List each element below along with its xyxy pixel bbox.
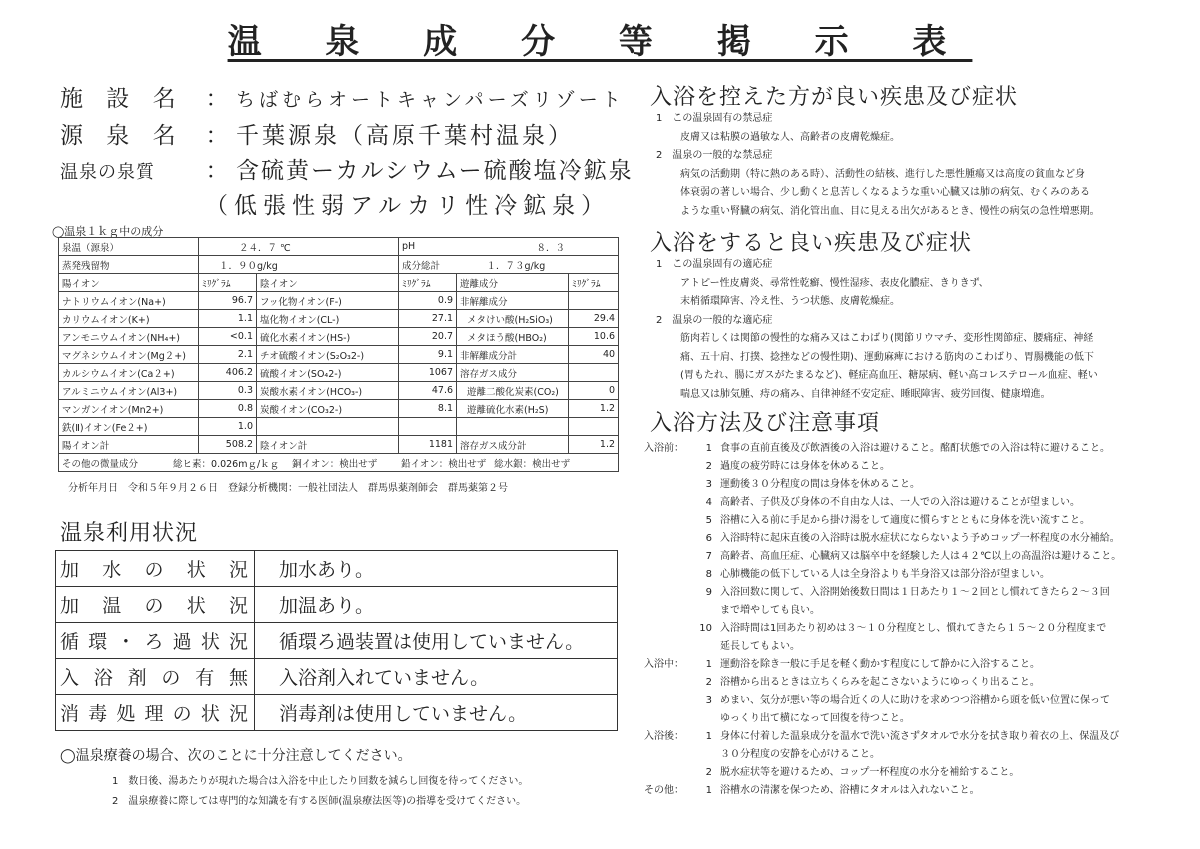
composition-table: [58, 237, 619, 472]
anion-name: 硫酸イオン(SO₄2-): [257, 364, 399, 382]
caution-category: 入浴前：: [644, 443, 684, 454]
cation-name: カルシウムイオン(Ca２+): [59, 364, 199, 382]
cation-value: 406.2: [199, 364, 257, 382]
unit-header: ﾐﾘｸﾞﾗﾑ: [569, 274, 619, 292]
therapy-item: 1 数日後、湯あたりが現れた場合は入浴を中止したり回数を減らし回復を待ってください。: [112, 776, 529, 787]
facility-name-row: [60, 80, 625, 113]
caution-text: 過度の疲労時には身体を休めること。: [720, 461, 890, 472]
other-name: 遊離硫化水素(H₂S): [457, 400, 569, 418]
caution-number: 2: [705, 461, 712, 472]
caution-number: 3: [705, 479, 712, 490]
caution-number: 1: [705, 785, 712, 796]
caution-category: [636, 638, 684, 656]
caution-category: [636, 584, 684, 602]
caution-text: 高齢者、高血圧症、心臓病又は脳卒中を経験した人は４２℃以上の高温浴は避けること。: [720, 551, 1122, 562]
usage-item-value: 消毒剤は使用していません。: [255, 695, 618, 731]
caution-row: [636, 620, 1121, 638]
cation-name: 鉄(Ⅱ)イオン(Fe２+): [59, 418, 199, 436]
composition-row: [59, 400, 619, 418]
other-name: 溶存ガス成分: [457, 364, 569, 382]
caution-row: [636, 674, 1121, 692]
list-line: 体衰弱の著しい場合、少し動くと息苦しくなるような重い心臓又は肺の病気、むくみのある: [680, 187, 1090, 198]
caution-category: [636, 548, 684, 566]
composition-row: [59, 292, 619, 310]
list-line: (胃もたれ、腸にガスがたまるなど)、軽症高血圧、糖尿病、軽い高コレステロール血症、軽い: [680, 370, 1098, 381]
caution-row: [636, 710, 1121, 728]
caution-category: [636, 494, 684, 512]
list-line: アトピー性皮膚炎、尋常性乾癬、慢性湿疹、表皮化膿症、きりきず、: [680, 277, 989, 289]
caution-number: 8: [705, 569, 712, 580]
residue-label: 蒸発残留物: [59, 256, 199, 274]
caution-number: 1: [705, 659, 712, 670]
caution-text: 浴槽水の清潔を保つため、浴槽にタオルは入れないこと。: [720, 785, 980, 796]
caution-row: [636, 746, 1121, 764]
caution-category: [636, 530, 684, 548]
list-line: 2 温泉の一般的な適応症: [656, 314, 773, 326]
cation-name: アンモニウムイオン(NH₄+): [59, 328, 199, 346]
caution-number: [684, 638, 720, 656]
composition-row: [59, 382, 619, 400]
total-label: 成分総計: [399, 256, 457, 274]
contraindication-heading: 入浴を控えた方が良い疾患及び症状: [650, 85, 1019, 110]
gas-sum-value: 1.2: [569, 436, 619, 454]
caution-number: 10: [699, 623, 712, 634]
caution-number: 6: [705, 533, 712, 544]
anion-name: チオ硫酸イオン(S₂O₃2-): [257, 346, 399, 364]
other-value: 40: [569, 346, 619, 364]
caution-number: 2: [705, 677, 712, 688]
colon: ：: [205, 123, 231, 149]
list-line: 1 この温泉固有の禁忌症: [656, 113, 773, 124]
other-value: 1.2: [569, 400, 619, 418]
anion-value: [399, 418, 457, 436]
colon: ：: [205, 158, 231, 184]
source-name-label: 源 泉 名: [60, 123, 184, 149]
caution-row: [636, 782, 1121, 800]
anion-sum-label: 陰イオン計: [257, 436, 399, 454]
other-name: 非解離成分計: [457, 346, 569, 364]
caution-row: [636, 566, 1121, 584]
caution-row: [636, 548, 1121, 566]
list-line: 喘息又は肺気腫、痔の痛み、自律神経不安定症、睡眠障害、疲労回復、健康増進。: [680, 388, 1051, 400]
caution-text: 食事の直前直後及び飲酒後の入浴は避けること。酩酊状態での入浴は特に避けること。: [720, 443, 1110, 454]
anion-value: 1067: [399, 364, 457, 382]
source-name-value: 千葉源泉（高原千葉村温泉）: [236, 123, 574, 149]
cation-value: 0.8: [199, 400, 257, 418]
caution-row: [636, 764, 1121, 782]
caution-text: 心肺機能の低下している人は全身浴よりも半身浴又は部分浴が望ましい。: [720, 569, 1050, 580]
other-value: [569, 364, 619, 382]
caution-row: [636, 458, 1121, 476]
anion-name: 塩化物イオン(CL-): [257, 310, 399, 328]
source-name-row: [60, 117, 574, 150]
trace-row: [59, 454, 619, 472]
usage-item-value: 加水あり。: [255, 551, 618, 587]
other-name: 遊離二酸化炭素(CO₂): [457, 382, 569, 400]
caution-number: 7: [705, 551, 712, 562]
trace-item: 鉛イオン：検出せず: [401, 458, 487, 470]
list-line: 病気の活動期（特に熱のある時）、活動性の結核、進行した悪性腫瘍又は高度の貧血など身: [680, 168, 1085, 180]
caution-category: 入浴中：: [644, 659, 684, 670]
spring-quality-sub: （低張性弱アルカリ性冷鉱泉）: [205, 193, 611, 219]
cation-name: ナトリウムイオン(Na+): [59, 292, 199, 310]
caution-number: 1: [705, 443, 712, 454]
unit-header: ﾐﾘｸﾞﾗﾑ: [399, 274, 457, 292]
caution-row: [636, 494, 1121, 512]
cation-value: <0.1: [199, 328, 257, 346]
caution-list: [636, 440, 1121, 800]
caution-number: [684, 710, 720, 728]
caution-category: [636, 674, 684, 692]
caution-text: めまい、気分が悪い等の場合近くの人に助けを求めつつ浴槽から頭を低い位置に保って: [720, 695, 1110, 706]
anion-name: [257, 418, 399, 436]
cation-value: 1.0: [199, 418, 257, 436]
other-name: 非解離成分: [457, 292, 569, 310]
usage-row: [56, 587, 618, 623]
cation-header: 陽イオン: [59, 274, 199, 292]
list-line: 筋肉若しくは関節の慢性的な痛み又はこわばり(関節リウマチ、変形性関節症、腰痛症、神経: [680, 333, 1094, 344]
therapy-item: 2 温泉療養に際しては専門的な知識を有する医師(温泉療法医等)の指導を受けてください。: [112, 796, 527, 807]
colon: ：: [205, 86, 231, 112]
caution-heading: 入浴方法及び注意事項: [650, 411, 881, 436]
caution-number: 1: [705, 731, 712, 742]
gas-sum-label: 溶存ガス成分計: [457, 436, 569, 454]
anion-name: 炭酸水素イオン(HCO₃-): [257, 382, 399, 400]
usage-item-value: 加温あり。: [255, 587, 618, 623]
anion-name: 炭酸イオン(CO₃2-): [257, 400, 399, 418]
list-line: ような重い腎臓の病気、消化管出血、目に見える出欠があるとき、慢性の病気の急性増悪期。: [680, 205, 1100, 217]
trace-label: その他の微量成分: [62, 458, 139, 470]
anion-value: 0.9: [399, 292, 457, 310]
usage-item-label: 加温の状況: [56, 587, 255, 623]
other-name: メタほう酸(HBO₂): [457, 328, 569, 346]
ph-label: pH: [399, 238, 457, 256]
trace-item: 総ヒ素：0.026mｇ/ｋｇ: [173, 458, 280, 470]
caution-row: [636, 638, 1121, 656]
usage-item-label: 加水の状況: [56, 551, 255, 587]
caution-text: 延長してもよい。: [720, 641, 800, 652]
contraindication-list: [648, 110, 1100, 221]
composition-row: [59, 346, 619, 364]
facility-name-label: 施 設 名: [60, 86, 184, 112]
caution-text: 浴槽から出るときは立ちくらみを起こさないようにゆっくり出ること。: [720, 677, 1040, 688]
anion-value: 20.7: [399, 328, 457, 346]
list-line: 痛、五十肩、打撲、捻挫などの慢性期)、運動麻痺における筋肉のこわばり、胃腸機能の低下: [680, 351, 1094, 363]
caution-row: [636, 728, 1121, 746]
caution-category: [636, 710, 684, 728]
caution-text: 入浴回数に関して、入浴開始後数日間は１日あたり１〜２回とし慣れてきたら２〜３回: [720, 587, 1110, 598]
anion-name: フッ化物イオン(F-): [257, 292, 399, 310]
indication-list: [648, 256, 1098, 404]
usage-item-value: 循環ろ過装置は使用していません。: [255, 623, 618, 659]
usage-table: [55, 550, 618, 731]
analysis-info: 分析年月日 令和５年９月２６日 登録分析機関：一般社団法人 群馬県薬剤師会 群馬薬第２号: [68, 483, 508, 494]
anion-value: 9.1: [399, 346, 457, 364]
usage-row: [56, 695, 618, 731]
unit-header: ﾐﾘｸﾞﾗﾑ: [199, 274, 257, 292]
caution-number: 9: [705, 587, 712, 598]
caution-row: [636, 602, 1121, 620]
anion-value: 27.1: [399, 310, 457, 328]
caution-category: [636, 512, 684, 530]
trace-item: 総水銀：検出せず: [494, 458, 571, 470]
caution-text: 運動浴を除き一般に手足を軽く動かす程度にして静かに入浴すること。: [720, 659, 1040, 670]
cation-name: マンガンイオン(Mn2+): [59, 400, 199, 418]
cation-value: 96.7: [199, 292, 257, 310]
total-value: １．７３g/kg: [457, 256, 619, 274]
caution-number: 5: [705, 515, 712, 526]
caution-category: 入浴後：: [644, 731, 684, 742]
usage-row: [56, 623, 618, 659]
other-value: 0: [569, 382, 619, 400]
cation-name: カリウムイオン(K+): [59, 310, 199, 328]
cation-value: 0.3: [199, 382, 257, 400]
caution-category: [636, 566, 684, 584]
cation-name: マグネシウムイオン(Mg２+): [59, 346, 199, 364]
indication-heading: 入浴をすると良い疾患及び症状: [650, 231, 973, 256]
caution-row: [636, 476, 1121, 494]
other-name: [457, 418, 569, 436]
caution-text: ３０分程度の安静を心がけること。: [720, 749, 880, 760]
caution-category: その他：: [644, 785, 684, 796]
ph-value: ８．３: [457, 238, 619, 256]
caution-number: 2: [705, 767, 712, 778]
caution-row: [636, 530, 1121, 548]
other-value: 10.6: [569, 328, 619, 346]
usage-item-value: 入浴剤入れていません。: [255, 659, 618, 695]
spring-quality-row: [60, 152, 634, 185]
composition-row: [59, 310, 619, 328]
caution-row: [636, 584, 1121, 602]
spring-quality-value: 含硫黄ーカルシウムー硫酸塩冷鉱泉: [236, 158, 634, 184]
spring-quality-label: 温泉の泉質: [60, 162, 155, 183]
anion-header: 陰イオン: [257, 274, 399, 292]
facility-name-value: ちばむらオートキャンパーズリゾート: [236, 89, 625, 111]
composition-row: [59, 364, 619, 382]
caution-number: 4: [705, 497, 712, 508]
anion-value: 47.6: [399, 382, 457, 400]
other-value: 29.4: [569, 310, 619, 328]
other-value: [569, 292, 619, 310]
composition-caption: ◯温泉１ｋｇ中の成分: [52, 225, 164, 238]
usage-item-label: 循環・ろ過状況: [56, 623, 255, 659]
other-value: [569, 418, 619, 436]
usage-item-label: 入浴剤の有無: [56, 659, 255, 695]
caution-category: [636, 746, 684, 764]
page-title: 温 泉 成 分 等 掲 示 表: [227, 22, 973, 62]
usage-item-label: 消毒処理の状況: [56, 695, 255, 731]
caution-text: 高齢者、子供及び身体の不自由な人は、一人での入浴は避けることが望ましい。: [720, 497, 1080, 508]
cation-sum-value: 508.2: [199, 436, 257, 454]
caution-row: [636, 692, 1121, 710]
list-line: 末梢循環障害、冷え性、うつ状態、皮膚乾燥症。: [680, 296, 900, 307]
caution-text: 入浴時特に起床直後の入浴時は脱水症状にならないよう予めコップ一杯程度の水分補給。: [720, 533, 1120, 544]
composition-row: [59, 328, 619, 346]
caution-category: [636, 476, 684, 494]
temp-label: 泉温（源泉）: [59, 238, 199, 256]
caution-row: [636, 440, 1121, 458]
caution-category: [636, 620, 684, 638]
anion-name: 硫化水素イオン(HS-): [257, 328, 399, 346]
caution-text: まで増やしても良い。: [720, 605, 820, 616]
cation-value: 1.1: [199, 310, 257, 328]
caution-text: 浴槽に入る前に手足から掛け湯をして適度に慣らすとともに身体を洗い流すこと。: [720, 515, 1090, 526]
anion-sum-value: 1181: [399, 436, 457, 454]
usage-row: [56, 659, 618, 695]
cation-name: アルミニウムイオン(Al3+): [59, 382, 199, 400]
caution-number: [684, 602, 720, 620]
caution-text: ゆっくり出て横になって回復を待つこと。: [720, 713, 910, 724]
list-line: 2 温泉の一般的な禁忌症: [656, 150, 773, 161]
therapy-heading: ◯温泉療養の場合、次のことに十分注意してください。: [60, 748, 412, 764]
list-line: 1 この温泉固有の適応症: [656, 259, 773, 270]
caution-row: [636, 656, 1121, 674]
other-header: 遊離成分: [457, 274, 569, 292]
caution-category: [636, 602, 684, 620]
composition-row: [59, 418, 619, 436]
caution-category: [636, 458, 684, 476]
list-line: 皮膚又は粘膜の過敏な人、高齢者の皮膚乾燥症。: [680, 131, 900, 143]
caution-number: 3: [705, 695, 712, 706]
cation-sum-label: 陽イオン計: [59, 436, 199, 454]
usage-heading: 温泉利用状況: [60, 521, 199, 546]
temp-value: ２４．７ ℃: [199, 238, 399, 256]
caution-text: 運動後３０分程度の間は身体を休めること。: [720, 479, 920, 490]
residue-value: １．９０g/kg: [199, 256, 399, 274]
caution-row: [636, 512, 1121, 530]
caution-text: 脱水症状等を避けるため、コップ一杯程度の水分を補給すること。: [720, 767, 1020, 778]
caution-text: 身体に付着した温泉成分を温水で洗い流さずタオルで水分を拭き取り着衣の上、保温及び: [720, 731, 1120, 742]
usage-row: [56, 551, 618, 587]
caution-category: [636, 692, 684, 710]
caution-category: [636, 764, 684, 782]
caution-text: 入浴時間は1回あたり初めは３〜１０分程度とし、慣れてきたら１５〜２０分程度まで: [720, 623, 1107, 634]
caution-number: [684, 746, 720, 764]
trace-item: 銅イオン：検出せず: [292, 458, 378, 470]
cation-value: 2.1: [199, 346, 257, 364]
anion-value: 8.1: [399, 400, 457, 418]
other-name: メタけい酸(H₂SiO₃): [457, 310, 569, 328]
